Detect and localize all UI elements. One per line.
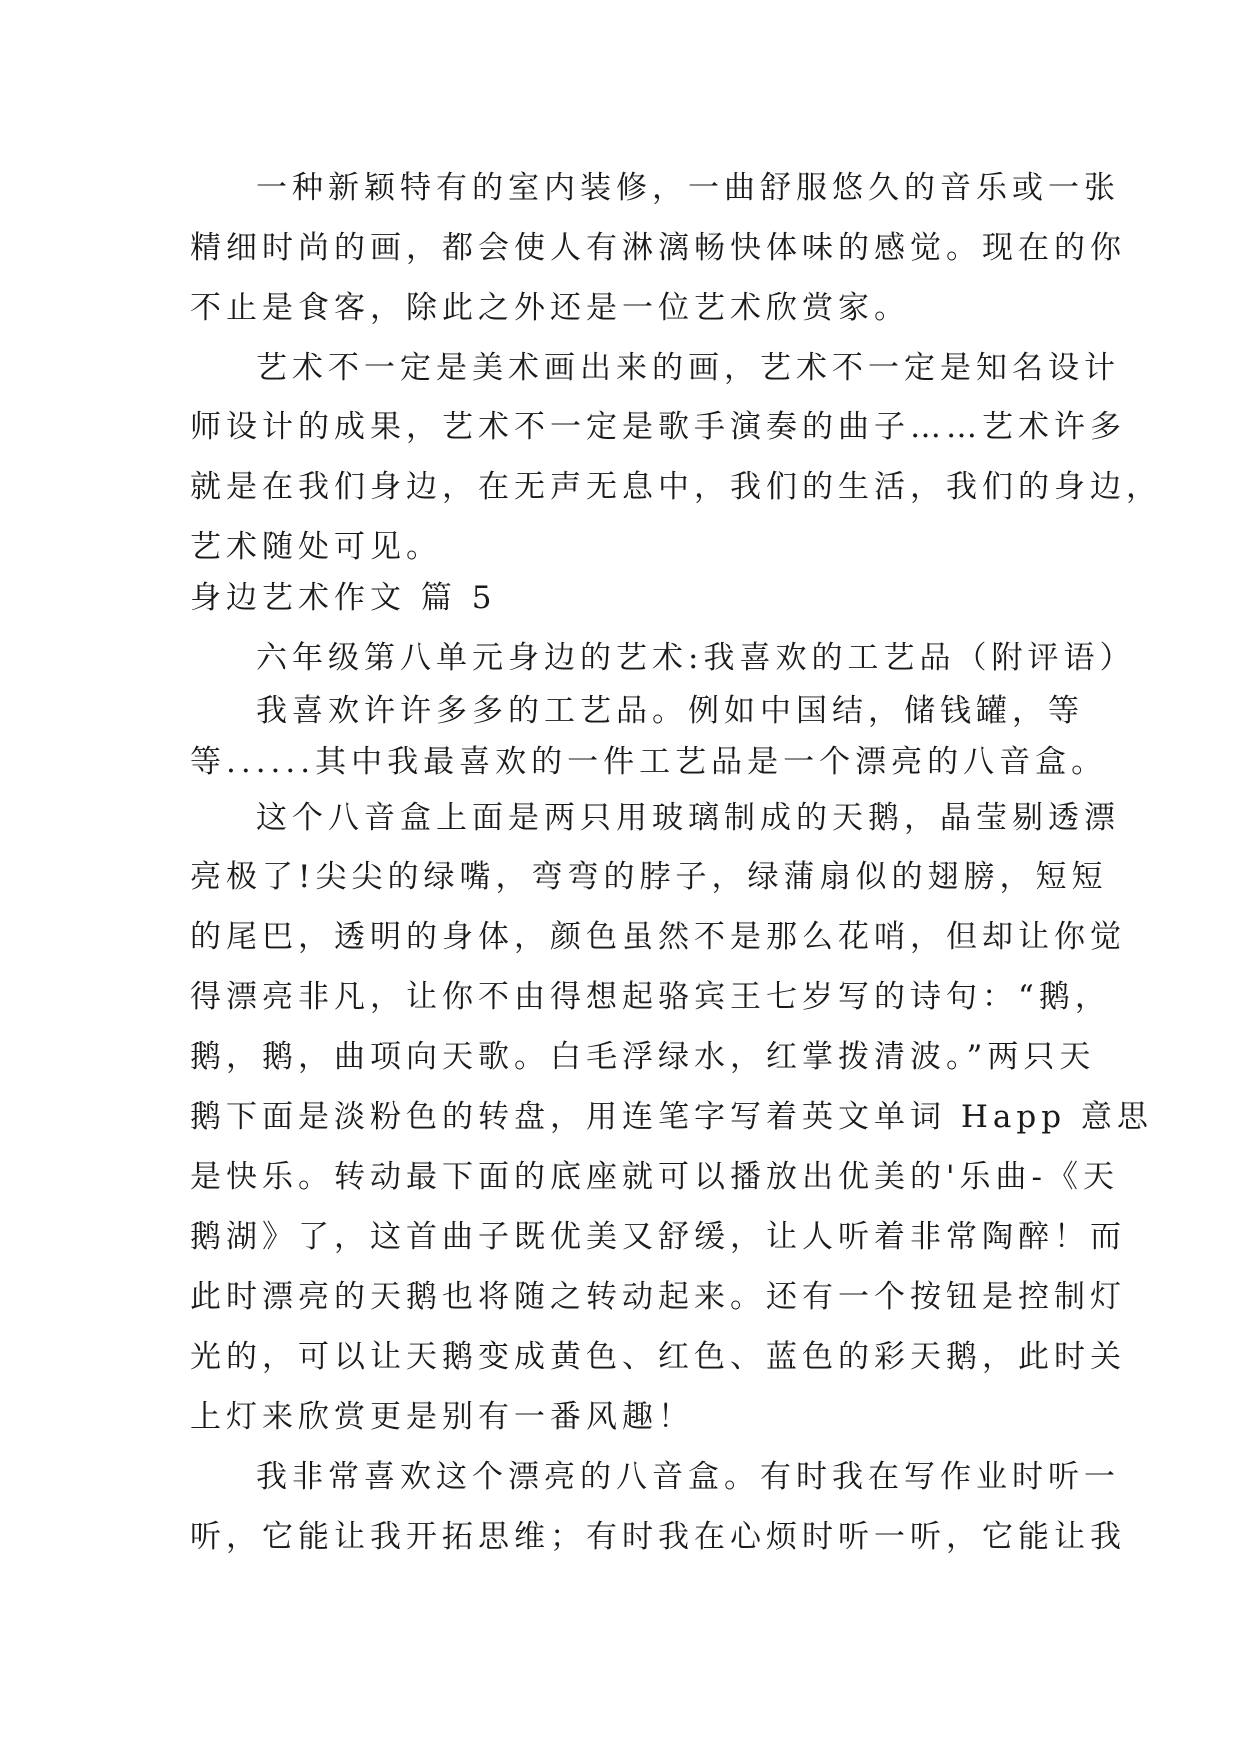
text-line: 这个八音盒上面是两只用玻璃制成的天鹅，晶莹剔透漂 [256, 800, 1120, 836]
text-line: 等......其中我最喜欢的一件工艺品是一个漂亮的八音盒。 [190, 744, 1108, 780]
text-line: 鹅湖》了，这首曲子既优美又舒缓，让人听着非常陶醉！而 [190, 1219, 1126, 1255]
text-line: 就是在我们身边，在无声无息中，我们的生活，我们的身边， [190, 469, 1162, 505]
text-line: 我喜欢许许多多的工艺品。例如中国结，储钱罐，等 [256, 693, 1084, 729]
text-line: 一种新颖特有的室内装修，一曲舒服悠久的音乐或一张 [256, 170, 1120, 206]
text-line: 亮极了!尖尖的绿嘴，弯弯的脖子，绿蒲扇似的翅膀，短短 [190, 859, 1108, 895]
text-line: 精细时尚的画，都会使人有淋漓畅快体味的感觉。现在的你 [190, 230, 1126, 266]
text-line: 此时漂亮的天鹅也将随之转动起来。还有一个按钮是控制灯 [190, 1279, 1126, 1315]
text-line: 六年级第八单元身边的艺术:我喜欢的工艺品（附评语） [256, 640, 1136, 676]
text-line: 是快乐。转动最下面的底座就可以播放出优美的'乐曲-《天 [190, 1159, 1119, 1195]
text-line: 不止是食客，除此之外还是一位艺术欣赏家。 [190, 290, 910, 326]
text-line: 上灯来欣赏更是别有一番风趣！ [190, 1399, 694, 1435]
text-line: 我非常喜欢这个漂亮的八音盒。有时我在写作业时听一 [256, 1459, 1120, 1495]
section-heading: 身边艺术作文 篇 5 [190, 580, 497, 616]
text-line: 听，它能让我开拓思维；有时我在心烦时听一听，它能让我 [190, 1519, 1126, 1555]
text-line: 艺术随处可见。 [190, 529, 442, 565]
text-line: 的尾巴，透明的身体，颜色虽然不是那么花哨，但却让你觉 [190, 919, 1126, 955]
text-line: 艺术不一定是美术画出来的画，艺术不一定是知名设计 [256, 350, 1120, 386]
text-line: 光的，可以让天鹅变成黄色、红色、蓝色的彩天鹅，此时关 [190, 1339, 1126, 1375]
text-line: 鹅下面是淡粉色的转盘，用连笔字写着英文单词 Happ 意思 [190, 1099, 1153, 1135]
text-line: 师设计的成果，艺术不一定是歌手演奏的曲子……艺术许多 [190, 409, 1126, 445]
text-line: 鹅，鹅，曲项向天歌。白毛浮绿水，红掌拨清波。”两只天 [190, 1039, 1096, 1075]
text-line: 得漂亮非凡，让你不由得想起骆宾王七岁写的诗句：“鹅， [190, 979, 1111, 1015]
